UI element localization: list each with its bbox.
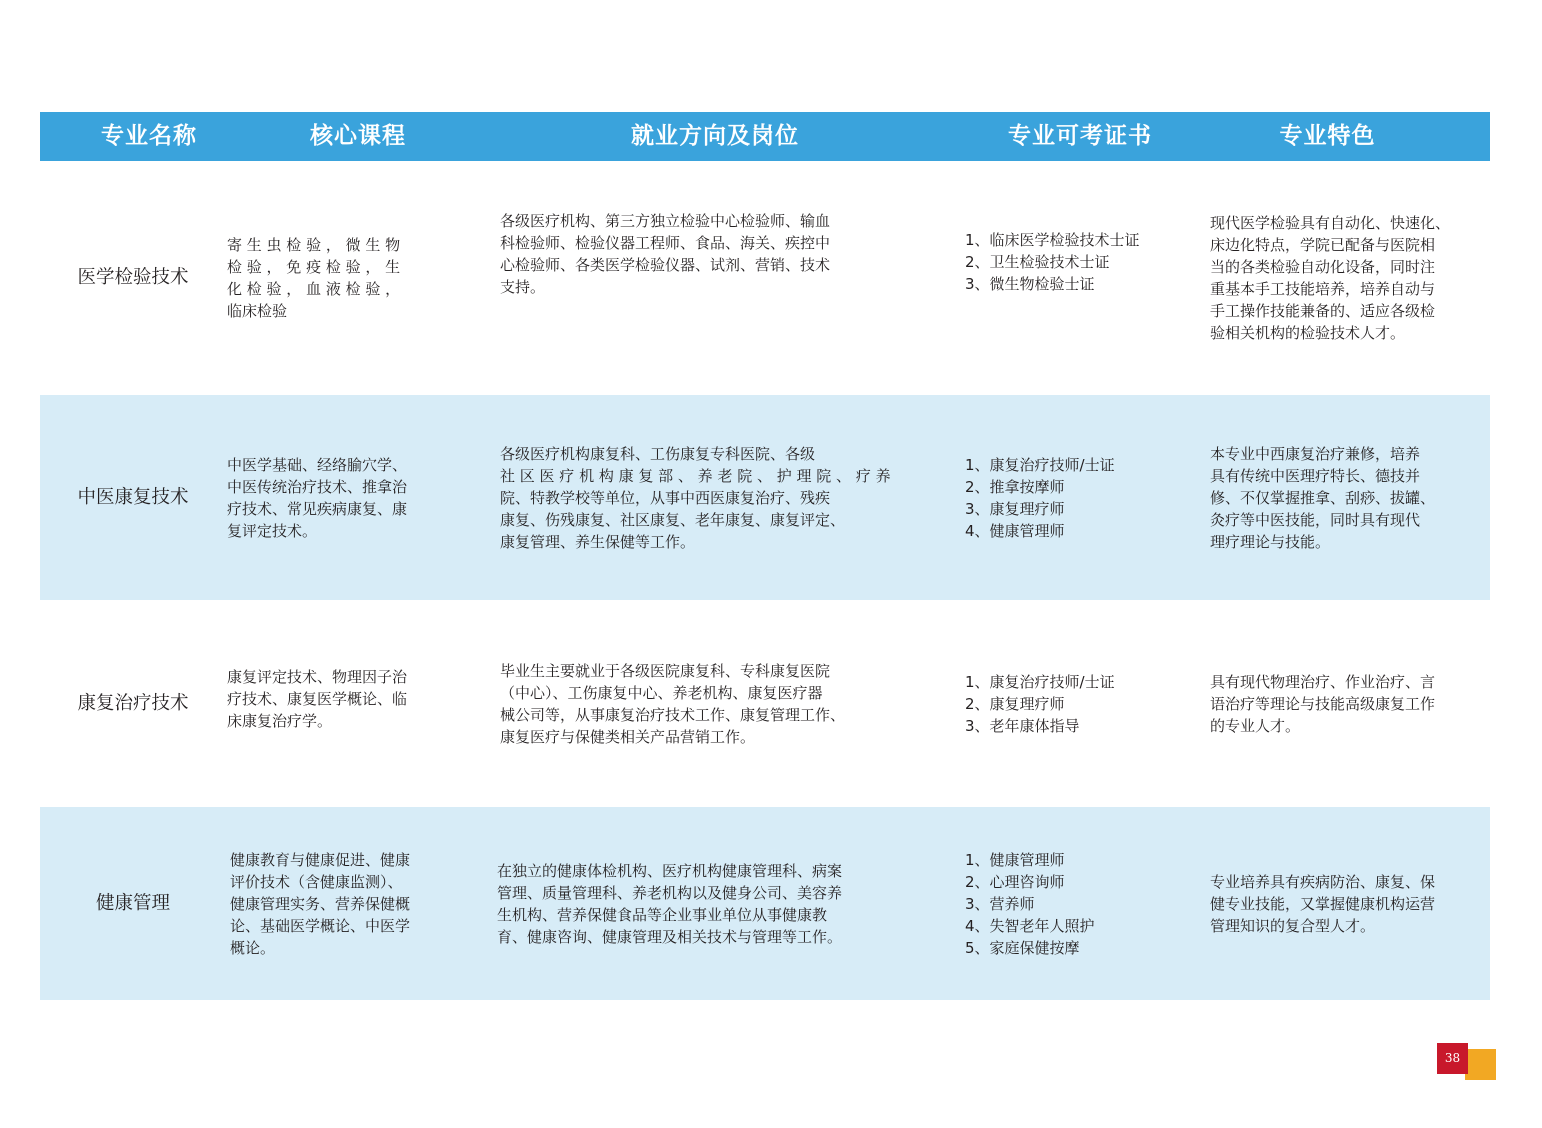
certs-cell bbox=[965, 600, 1195, 807]
table-row bbox=[40, 161, 1490, 395]
major-name-cell bbox=[40, 395, 226, 600]
certificates-list: 1、康复治疗技师/士证 2、推拿按摩师 3、康复理疗师 4、健康管理师 bbox=[965, 455, 1115, 540]
jobs-cell bbox=[500, 161, 900, 395]
features-text: 本专业中西康复治疗兼修，培养 具有传统中医理疗特长、德技并 修、不仅掌握推拿、刮痧、拔罐、 灸疗等中医技能，同时具有现代 理疗理论与技能。 bbox=[1210, 444, 1436, 551]
courses-cell bbox=[227, 395, 457, 600]
features-cell bbox=[1210, 161, 1470, 395]
certificates-list: 1、临床医学检验技术士证 2、卫生检验技术士证 3、微生物检验士证 bbox=[965, 231, 1140, 293]
features-text: 现代医学检验具有自动化、快速化、 床边化特点，学院已配备与医院相 当的各类检验自动化设备，同时注 重基本手工技能培养，培养自动与 手工操作技能兼备的、适应各级检 验相关机构的检验技术人才。 bbox=[1210, 214, 1451, 342]
features-cell bbox=[1210, 807, 1470, 1000]
certificates-list: 1、健康管理师 2、心理咨询师 3、营养师 4、失智老年人照护 5、家庭保健按摩 bbox=[965, 850, 1095, 957]
major-name-cell bbox=[40, 600, 226, 807]
courses-cell bbox=[230, 807, 460, 1000]
core-courses: 康复评定技术、物理因子治 疗技术、康复医学概论、临 床康复治疗学。 bbox=[227, 667, 408, 730]
major-name-cell bbox=[40, 807, 226, 1000]
table-row bbox=[40, 600, 1490, 807]
header-employment: 就业方向及岗位 bbox=[631, 123, 799, 149]
major-name: 医学检验技术 bbox=[77, 267, 189, 288]
table-row bbox=[40, 395, 1490, 600]
employment-text: 在独立的健康体检机构、医疗机构健康管理科、病案 管理、质量管理科、养老机构以及健身公司、美容养 生机构、营养保健食品等企业事业单位从事健康教 育、健康咨询、健康管理及相关技术与管理等工作。 bbox=[497, 861, 843, 946]
courses-cell bbox=[227, 161, 457, 395]
core-courses: 寄 生 虫 检 验 ， 微 生 物 检 验 ， 免 疫 检 验 ， 生 化 检 验 ， 血 液 检 验 ， 临床检验 bbox=[227, 236, 401, 320]
features-text: 具有现代物理治疗、作业治疗、言 语治疗等理论与技能高级康复工作 的专业人才。 bbox=[1210, 672, 1436, 735]
header-features: 专业特色 bbox=[1279, 123, 1376, 149]
core-courses: 中医学基础、经络腧穴学、 中医传统治疗技术、推拿治 疗技术、常见疾病康复、康 复评定技术。 bbox=[227, 455, 408, 540]
employment-text: 毕业生主要就业于各级医院康复科、专科康复医院 （中心）、工伤康复中心、养老机构、康复医疗器 械公司等，从事康复治疗技术工作、康复管理工作、 康复医疗与保健类相关产品营销工作。 bbox=[500, 661, 846, 746]
employment-text: 各级医疗机构、第三方独立检验中心检验师、输血 科检验师、检验仪器工程师、食品、海关、疾控中 心检验师、各类医学检验仪器、试剂、营销、技术 支持。 bbox=[500, 212, 831, 296]
table-header bbox=[40, 112, 1490, 161]
page-number: 38 bbox=[1437, 1043, 1468, 1074]
header-major-name: 专业名称 bbox=[101, 123, 197, 149]
page-number-accent bbox=[1465, 1049, 1496, 1080]
header-core-courses: 核心课程 bbox=[310, 123, 406, 149]
features-cell bbox=[1210, 395, 1470, 600]
courses-cell bbox=[227, 600, 457, 807]
features-text: 专业培养具有疾病防治、康复、保 健专业技能，又掌握健康机构运营 管理知识的复合型人才。 bbox=[1210, 872, 1436, 935]
jobs-cell bbox=[497, 807, 907, 1000]
jobs-cell bbox=[500, 395, 900, 600]
features-cell bbox=[1210, 600, 1470, 807]
certificates-list: 1、康复治疗技师/士证 2、康复理疗师 3、老年康体指导 bbox=[965, 672, 1115, 735]
core-courses: 健康教育与健康促进、健康 评价技术（含健康监测）、 健康管理实务、营养保健概 论、基础医学概论、中医学 概论。 bbox=[230, 850, 411, 957]
major-name: 中医康复技术 bbox=[77, 486, 189, 508]
certs-cell bbox=[965, 161, 1195, 395]
table-row bbox=[40, 807, 1490, 1000]
major-name: 康复治疗技术 bbox=[77, 692, 189, 714]
majors-table bbox=[40, 112, 1490, 957]
header-certificates: 专业可考证书 bbox=[1008, 123, 1152, 149]
employment-text: 各级医疗机构康复科、工伤康复专科医院、各级 社 区 医 疗 机 构 康 复 部 、 养 老 院 、 护 理 院 、 疗 养 院、特教学校等单位，从事中西医康复治疗、残疾 康复、伤残康复、社区康复、老年康复、康复评定、 康复管理、养生保健等工作。 bbox=[500, 444, 891, 551]
major-name-cell bbox=[40, 161, 226, 395]
major-name: 健康管理 bbox=[95, 892, 170, 914]
jobs-cell bbox=[500, 600, 900, 807]
certs-cell bbox=[965, 807, 1195, 1000]
certs-cell bbox=[965, 395, 1195, 600]
